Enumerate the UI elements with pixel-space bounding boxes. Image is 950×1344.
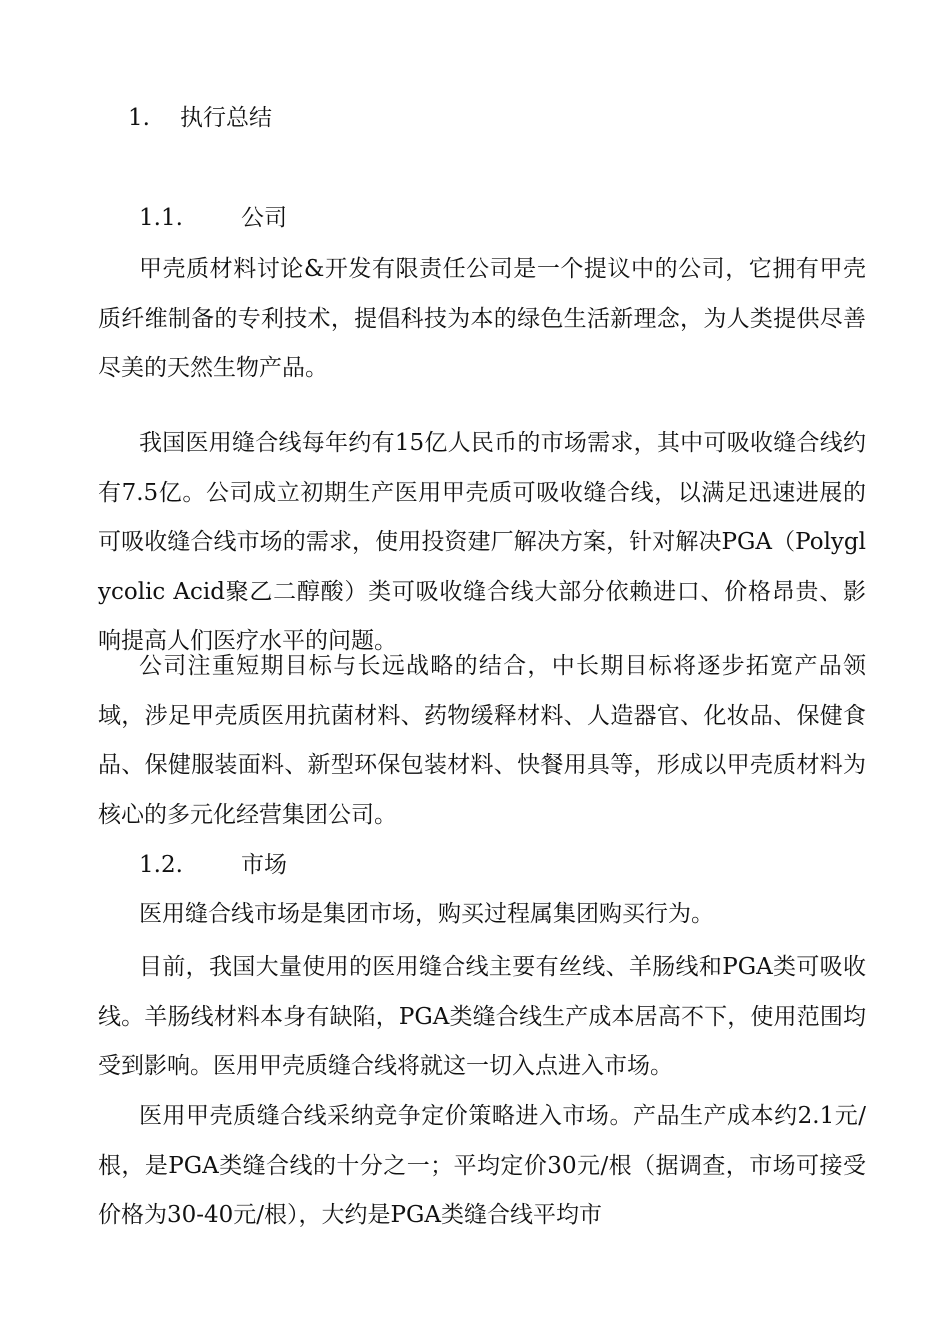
section-number: 1.1. <box>139 205 183 231</box>
section-heading-main <box>128 98 272 138</box>
section-number: 1. <box>128 105 150 131</box>
paragraph: 我国医用缝合线每年约有15亿人民币的市场需求，其中可吸收缝合线约有7.5亿。公司成立初期生产医用甲壳质可吸收缝合线，以满足迅速进展的可吸收缝合线市场的需求，使用投资建厂解决方案，针对解决PGA（Polyglycolic Acid聚乙二醇酸）类可吸收缝合线大部分依赖进口、价格昂贵、影响提高人们医疗水平的问题。 <box>98 430 866 654</box>
paragraph: 公司注重短期目标与长远战略的结合，中长期目标将逐步拓宽产品领域，涉足甲壳质医用抗菌材料、药物缓释材料、人造器官、化妆品、保健食品、保健服装面料、新型环保包装材料、快餐用具等，形成以甲壳质材料为核心的多元化经营集团公司。 <box>98 653 866 828</box>
section-heading-company <box>139 198 287 238</box>
section-title: 执行总结 <box>180 105 272 131</box>
section-title: 市场 <box>241 852 287 878</box>
section-number: 1.2. <box>139 852 183 878</box>
section-title: 公司 <box>241 205 287 231</box>
paragraph: 医用甲壳质缝合线采纳竞争定价策略进入市场。产品生产成本约2.1元/根，是PGA类缝合线的十分之一；平均定价30元/根（据调查，市场可接受价格为30-40元/根），大约是PGA类缝合线平均市 <box>98 1103 866 1228</box>
paragraph: 目前，我国大量使用的医用缝合线主要有丝线、羊肠线和PGA类可吸收线。羊肠线材料本身有缺陷，PGA类缝合线生产成本居高不下，使用范围均受到影响。医用甲壳质缝合线将就这一切入点进入市场。 <box>98 954 866 1079</box>
paragraph: 医用缝合线市场是集团市场，购买过程属集团购买行为。 <box>139 901 714 927</box>
section-heading-market <box>139 845 287 885</box>
paragraph: 甲壳质材料讨论&开发有限责任公司是一个提议中的公司，它拥有甲壳质纤维制备的专利技术，提倡科技为本的绿色生活新理念，为人类提供尽善尽美的天然生物产品。 <box>98 256 866 381</box>
